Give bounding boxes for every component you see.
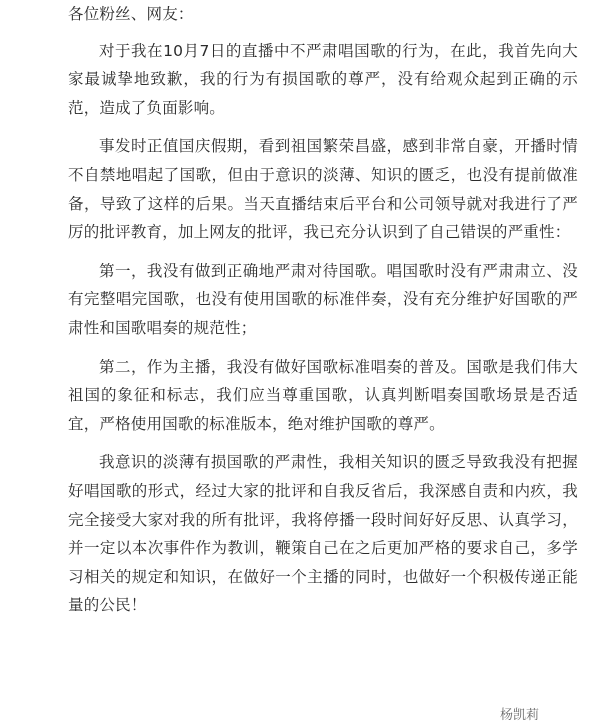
paragraph-point-one: 第一，我没有做到正确地严肃对待国歌。唱国歌时没有严肃肃立、没有完整唱完国歌，也没有使用国歌的标准伴奏，没有充分维护好国歌的严肃性和国歌唱奏的规范性； [68, 261, 578, 337]
apology-letter [68, 0, 578, 630]
paragraph-point-two: 第二，作为主播，我没有做好国歌标准唱奏的普及。国歌是我们伟大祖国的象征和标志，我们应当尊重国歌，认真判断唱奏国歌场景是否适宜，严格使用国歌的标准版本，绝对维护国歌的尊严。 [68, 357, 578, 433]
paragraph-background: 事发时正值国庆假期，看到祖国繁荣昌盛，感到非常自豪，开播时情不自禁地唱起了国歌，但由于意识的淡薄、知识的匮乏，也没有提前做准备，导致了这样的后果。当天直播结束后平台和公司领导就对我进行了严厉的批评教育，加上网友的批评，我已充分认识到了自己错误的严重性： [68, 137, 578, 242]
salutation: 各位粉丝、网友： [68, 5, 194, 23]
signature: 杨凯莉 [500, 708, 540, 723]
paragraph-conclusion: 我意识的淡薄有损国歌的严肃性，我相关知识的匮乏导致我没有把握好唱国歌的形式，经过大家的批评和自我反省后，我深感自责和内疚，我完全接受大家对我的所有批评，我将停播一段时间好好反思、认真学习，并一定以本次事件作为教训，鞭策自己在之后更加严格的要求自己，多学习相关的规定和知识，在做好一个主播的同时，也做好一个积极传递正能量的公民！ [68, 453, 578, 615]
paragraph-apology: 对于我在10月7日的直播中不严肃唱国歌的行为，在此，我首先向大家最诚挚地致歉，我的行为有损国歌的尊严，没有给观众起到正确的示范，造成了负面影响。 [68, 41, 578, 117]
